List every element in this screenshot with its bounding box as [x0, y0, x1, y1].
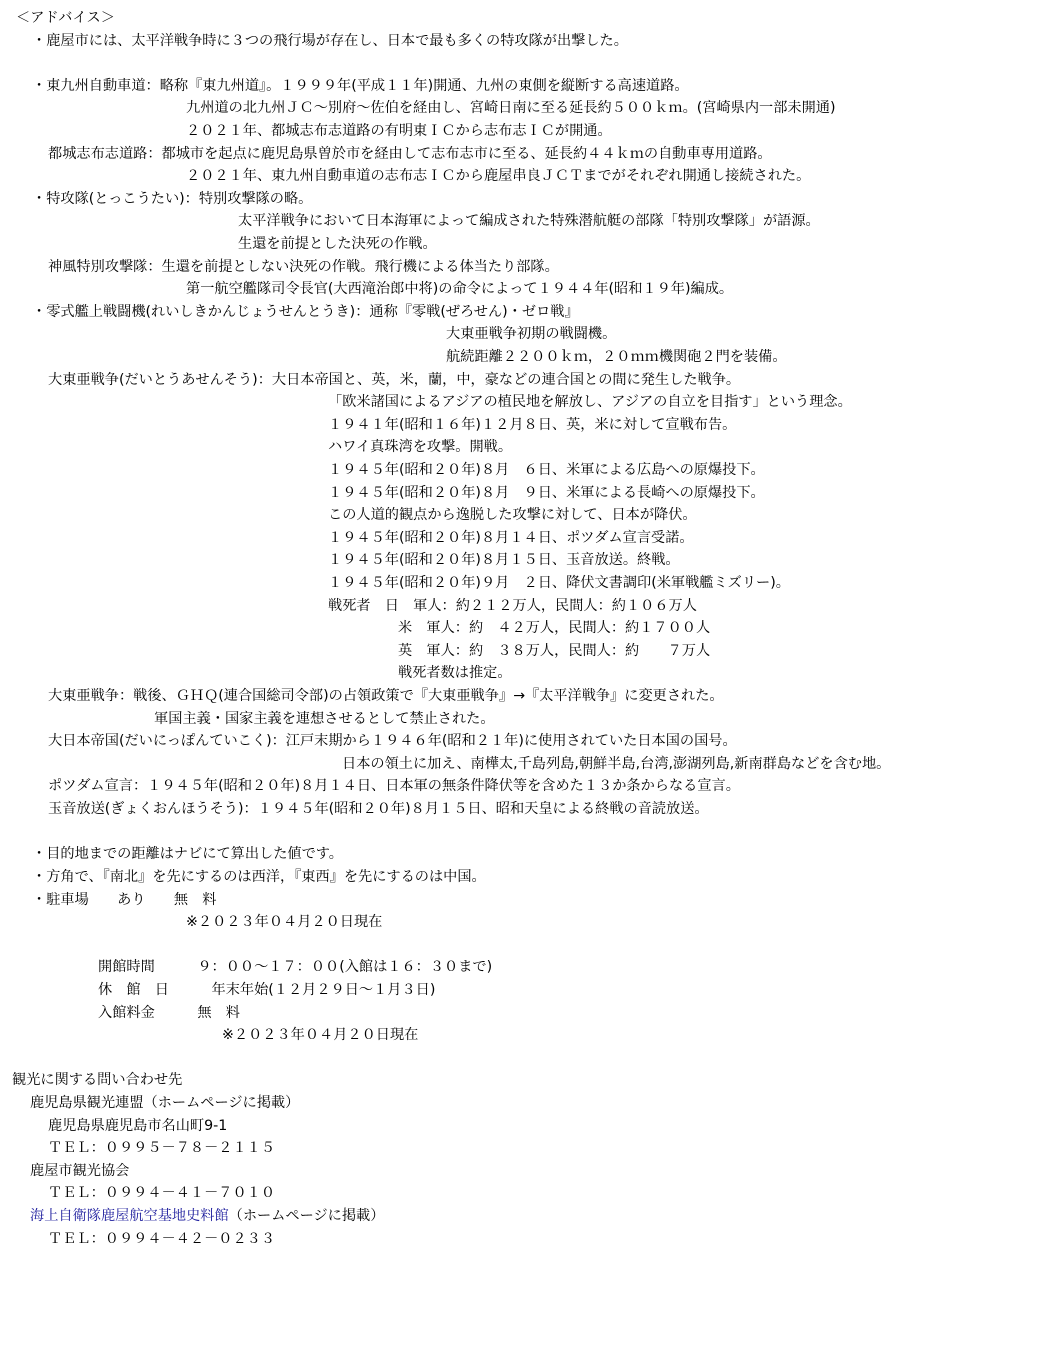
text-line: 観光に関する問い合わせ先 — [12, 1072, 183, 1088]
text-line: ＴＥＬ：０９９５－７８－２１１５ — [48, 1140, 276, 1156]
text-line: 都城志布志道路：都城市を起点に鹿児島県曽於市を経由して志布志市に至る、延長約４４ｋｍの自動車専用道路。 — [48, 146, 772, 162]
text-line: 大東亜戦争(だいとうあせんそう)：大日本帝国と、英，米，蘭，中，豪などの連合国との間に発生した戦争。 — [48, 372, 741, 388]
text-line: ・特攻隊(とっこうたい)：特別攻撃隊の略。 — [32, 191, 313, 207]
text-line: 米 軍人：約 ４２万人，民間人：約１７００人 — [398, 620, 711, 636]
text-line: ポツダム宣言：１９４５年(昭和２０年)８月１４日、日本軍の無条件降伏等を含めた１３か条からなる宣言。 — [48, 778, 740, 794]
text-line: ・鹿屋市には、太平洋戦争時に３つの飛行場が存在し、日本で最も多くの特攻隊が出撃した。 — [32, 33, 628, 49]
text-line: 大日本帝国(だいにっぽんていこく)：江戸末期から１９４６年(昭和２１年)に使用されていた日本国の国号。 — [48, 733, 737, 749]
text-line: ・目的地までの距離はナビにて算出した値です。 — [32, 846, 343, 862]
text-line: 戦死者数は推定。 — [398, 665, 512, 681]
text-line — [30, 1206, 384, 1228]
museum-link[interactable]: 海上自衛隊鹿屋航空基地史料館 — [30, 1208, 229, 1224]
text-line: 入館料金 無 料 — [98, 1005, 240, 1021]
text-line: 大東亜戦争初期の戦闘機。 — [446, 326, 617, 342]
text-line: ＜アドバイス＞ — [16, 10, 115, 26]
text-line: 航続距離２２００ｋｍ，２０ｍｍ機関砲２門を装備。 — [446, 349, 787, 365]
text-line: ・零式艦上戦闘機(れいしきかんじょうせんとうき)：通称『零戦(ぜろせん)・ゼロ戦』 — [32, 304, 579, 320]
text-line: 鹿屋市観光協会 — [30, 1163, 130, 1179]
text-line: ＴＥＬ：０９９４－４１－７０１０ — [48, 1185, 276, 1201]
text-line: ２０２１年、都城志布志道路の有明東ＩＣから志布志ＩＣが開通。 — [186, 123, 612, 139]
text-line: 「欧米諸国によるアジアの植民地を解放し、アジアの自立を目指す」という理念。 — [328, 394, 852, 410]
text-line: ＴＥＬ：０９９４－４２－０２３３ — [48, 1231, 276, 1247]
text-line: 日本の領土に加え、南樺太,千島列島,朝鮮半島,台湾,澎湖列島,新南群島などを含む地。 — [342, 756, 891, 772]
text-line: 九州道の北九州ＪＣ～別府～佐伯を経由し、宮崎日南に至る延長約５００ｋｍ。(宮崎県内一部未開通) — [186, 100, 836, 116]
text-line: 太平洋戦争において日本海軍によって編成された特殊潜航艇の部隊「特別攻撃隊」が語源。 — [238, 213, 820, 229]
text-line: 玉音放送(ぎょくおんほうそう)：１９４５年(昭和２０年)８月１５日、昭和天皇による終戦の音読放送。 — [48, 801, 709, 817]
text-line: 開館時間 ９：００～１７：００(入館は１６：３０まで) — [98, 959, 493, 975]
text-line: １９４１年(昭和１６年)１２月８日、英，米に対して宣戦布告。 — [328, 417, 737, 433]
text-line: ハワイ真珠湾を攻撃。開戦。 — [328, 439, 513, 455]
text-line: １９４５年(昭和２０年)８月１５日、玉音放送。終戦。 — [328, 552, 680, 568]
text-line: 大東亜戦争：戦後、ＧＨＱ(連合国総司令部)の占領政策で『大東亜戦争』→『太平洋戦争』に変更された。 — [48, 688, 724, 704]
link-suffix: （ホームページに掲載） — [228, 1208, 385, 1224]
text-line: １９４５年(昭和２０年)８月 ９日、米軍による長崎への原爆投下。 — [328, 485, 765, 501]
text-line: 鹿児島県観光連盟（ホームページに掲載） — [30, 1095, 300, 1111]
text-line: ※２０２３年０４月２０日現在 — [186, 914, 383, 930]
text-line: 鹿児島県鹿児島市名山町9-1 — [48, 1118, 228, 1134]
text-line: 第一航空艦隊司令長官(大西滝治郎中将)の命令によって１９４４年(昭和１９年)編成。 — [186, 281, 734, 297]
text-line: １９４５年(昭和２０年)８月 ６日、米軍による広島への原爆投下。 — [328, 462, 765, 478]
text-line: １９４５年(昭和２０年)８月１４日、ポツダム宣言受諾。 — [328, 530, 694, 546]
text-line: 休 館 日 年末年始(１２月２９日～１月３日) — [98, 982, 436, 998]
text-line: 戦死者 日 軍人：約２１２万人，民間人：約１０６万人 — [328, 598, 697, 614]
text-line: 神風特別攻撃隊：生還を前提としない決死の作戦。飛行機による体当たり部隊。 — [48, 259, 559, 275]
text-line: １９４５年(昭和２０年)９月 ２日、降伏文書調印(米軍戦艦ミズリー)。 — [328, 575, 790, 591]
text-line: ・方角で、『南北』を先にするのは西洋，『東西』を先にするのは中国。 — [32, 869, 486, 885]
text-line: 軍国主義・国家主義を連想させるとして禁止された。 — [154, 711, 495, 727]
text-line: 英 軍人：約 ３８万人，民間人：約 ７万人 — [398, 643, 711, 659]
text-line: 生還を前提とした決死の作戦。 — [238, 236, 437, 252]
text-line: ・駐車場 あり 無 料 — [32, 892, 217, 908]
text-line: ・東九州自動車道：略称『東九州道』。１９９９年(平成１１年)開通、九州の東側を縦断する高速道路。 — [32, 78, 689, 94]
text-line: ２０２１年、東九州自動車道の志布志ＩＣから鹿屋串良ＪＣＴまでがそれぞれ開通し接続された。 — [186, 168, 811, 184]
text-line: この人道的観点から逸脱した攻撃に対して、日本が降伏。 — [328, 507, 697, 523]
text-line: ※２０２３年０４月２０日現在 — [222, 1027, 419, 1043]
